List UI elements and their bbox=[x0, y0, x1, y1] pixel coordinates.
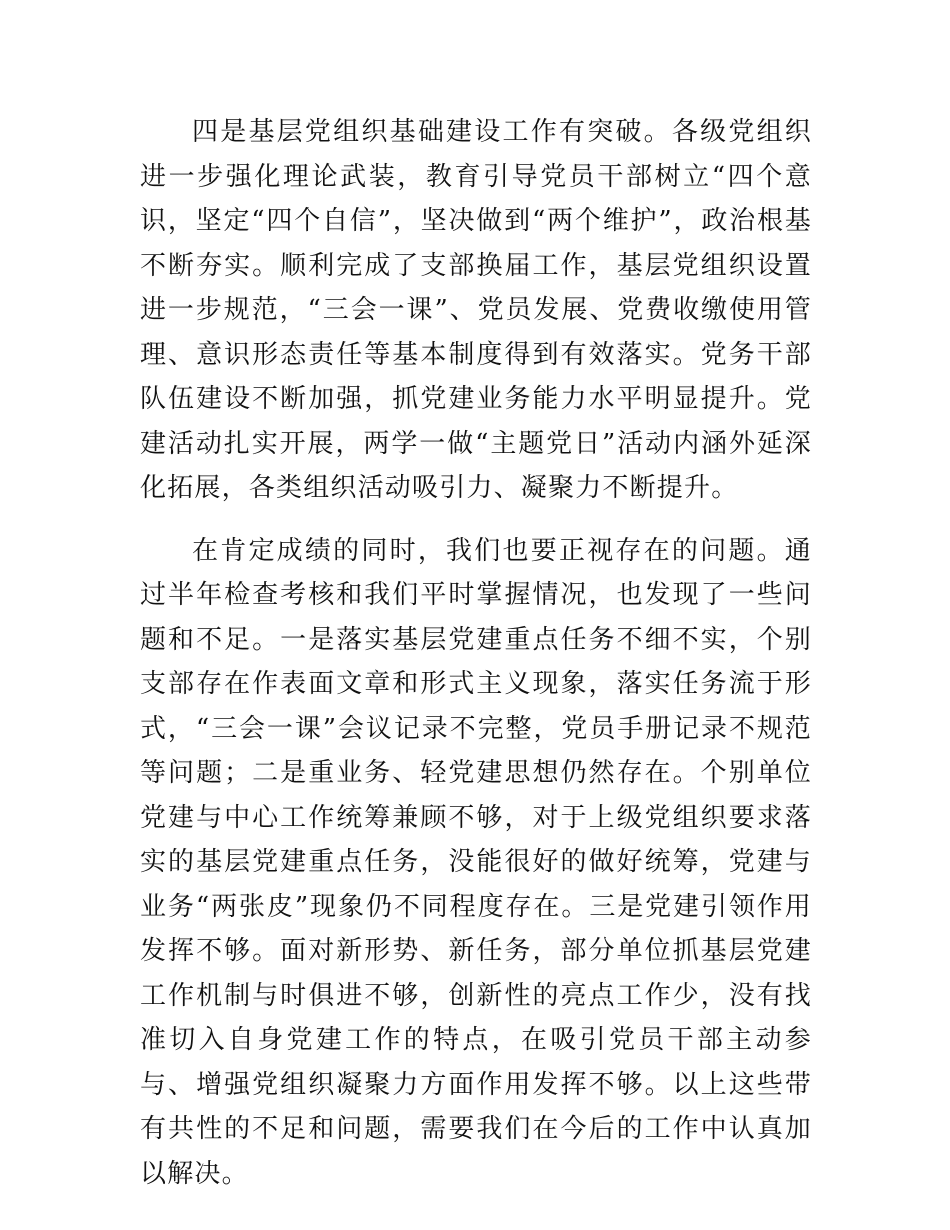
document-body bbox=[140, 110, 812, 1196]
paragraph-problems: 在肯定成绩的同时，我们也要正视存在的问题。通过半年检查考核和我们平时掌握情况，也发现了一些问题和不足。一是落实基层党建重点任务不细不实，个别支部存在作表面文章和形式主义现象，落实任务流于形式，“三会一课”会议记录不完整，党员手册记录不规范等问题；二是重业务、轻党建思想仍然存在。个别单位党建与中心工作统筹兼顾不够，对于上级党组织要求落实的基层党建重点任务，没能很好的做好统筹，党建与业务“两张皮”现象仍不同程度存在。三是党建引领作用发挥不够。面对新形势、新任务，部分单位抓基层党建工作机制与时俱进不够，创新性的亮点工作少，没有找准切入自身党建工作的特点，在吸引党员干部主动参与、增强党组织凝聚力方面作用发挥不够。以上这些带有共性的不足和问题，需要我们在今后的工作中认真加以解决。 bbox=[140, 535, 812, 1189]
paragraph-achievements: 四是基层党组织基础建设工作有突破。各级党组织进一步强化理论武装，教育引导党员干部树立“四个意识，坚定“四个自信”，坚决做到“两个维护”，政治根基不断夯实。顺利完成了支部换届工作，基层党组织设置进一步规范，“三会一课”、党员发展、党费收缴使用管理、意识形态责任等基本制度得到有效落实。党务干部队伍建设不断加强，抓党建业务能力水平明显提升。党建活动扎实开展，两学一做“主题党日”活动内涵外延深化拓展，各类组织活动吸引力、凝聚力不断提升。 bbox=[140, 117, 812, 503]
